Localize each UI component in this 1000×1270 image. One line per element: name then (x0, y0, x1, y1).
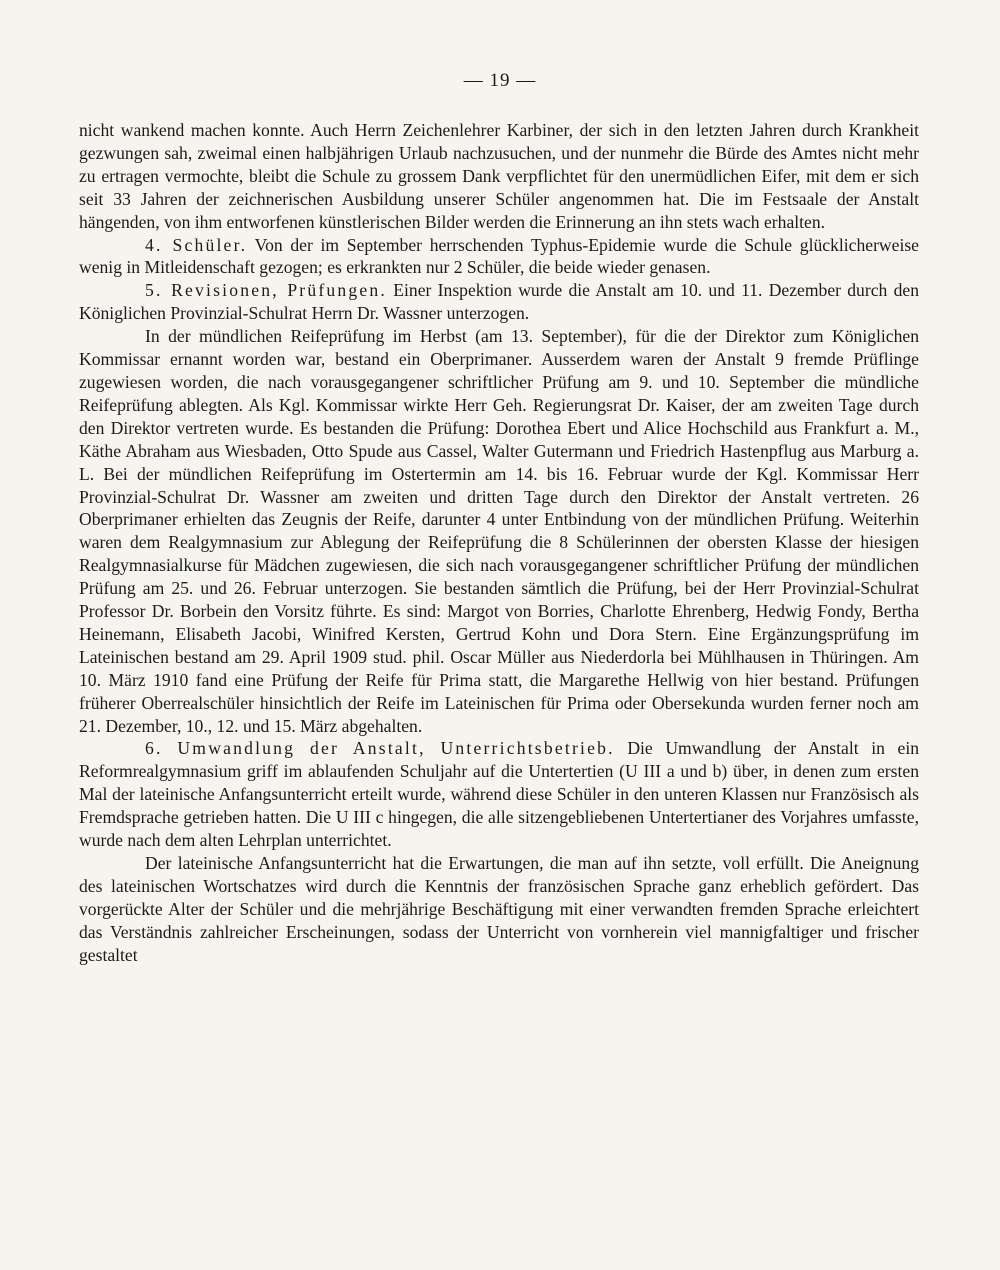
paragraph-pupils (79, 234, 919, 280)
paragraph-revisions (79, 279, 919, 325)
paragraph-text: Einer Inspektion wurde die Anstalt am 10. und 11. Dezember durch den Königlichen Provinzial-Schulrat Herrn Dr. Wassner unterzogen. (79, 280, 920, 324)
section-heading-pupils: 4. Schüler. (145, 234, 248, 255)
paragraph-text: nicht wankend machen konnte. Auch Herrn Zeichenlehrer Karbiner, der sich in den letzten Jahren durch Krankheit gezwungen sah, zweimal einen halbjährigen Urlaub nachzusuchen, und der nunmehr die Bürde des Amtes nicht mehr zu ertragen vermochte, bleibt die Schule zu grossem Dank verpflichtet für den unermüdlichen Eifer, mit dem er sich seit 33 Jahren der zeichnerischen Ausbildung unserer Schüler angenommen hat. Die im Festsaale der Anstalt hängenden, von ihm entworfenen künstlerischen Bilder werden die Erinnerung an ihn stets wach erhalten. (79, 120, 919, 232)
paragraph-teachers (79, 119, 919, 234)
body-text (79, 119, 919, 967)
paragraph-text: Der lateinische Anfangsunterricht hat die Erwartungen, die man auf ihn setzte, voll erfüllt. Die Aneignung des lateinischen Wortschatzes wird durch die Kenntnis der französischen Sprache ganz erheblich gefördert. Das vorgerückte Alter der Schüler und die mehrjährige Beschäftigung mit einer verwandten fremden Sprache erleichtert das Verständnis zahlreicher Erscheinungen, sodass der Unterricht von vornherein viel mannigfaltiger und frischer gestaltet (79, 853, 919, 965)
paragraph-text: Die Umwandlung der Anstalt in ein Reformrealgymnasium griff im ablaufenden Schuljahr auf die Untertertien (U III a und b) über, in denen zum ersten Mal der lateinische Anfangsunterricht erteilt wurde, während diese Schüler in den unteren Klassen nur Französisch als Fremdsprache getrieben hatten. Die U III c hingegen, die alle sitzengebliebenen Untertertianer des Vorjahres umfasste, wurde nach dem alten Lehrplan unterrichtet. (79, 738, 920, 851)
paragraph-text: Von der im September herrschenden Typhus-Epidemie wurde die Schule glücklicherweise wenig in Mitleidenschaft gezogen; es erkrankten nur 2 Schüler, die beide wieder genasen. (79, 234, 919, 278)
page-number: — 19 — (463, 70, 537, 91)
paragraph-exams (79, 325, 919, 737)
paragraph-latin (79, 852, 919, 967)
paragraph-conversion (79, 737, 919, 852)
section-heading-revisions: 5. Revisionen, Prüfungen. (145, 280, 388, 301)
section-heading-conversion: 6. Umwandlung der Anstalt, Unterrichtsbetrieb. (145, 738, 615, 759)
paragraph-text: In der mündlichen Reifeprüfung im Herbst (am 13. September), für die der Direktor zum Königlichen Kommissar ernannt worden war, bestand ein Oberprimaner. Ausserdem waren der Anstalt 9 fremde Prüflinge zugewiesen worden, die nach vorausgegangener schriftlicher Prüfung am 9. und 10. September die mündliche Reifeprüfung ablegten. Als Kgl. Kommissar wirkte Herr Geh. Regierungsrat Dr. Kaiser, der am zweiten Tage durch den Direktor vertreten wurde. Es bestanden die Prüfung: Dorothea Ebert und Alice Hochschild aus Frankfurt a. M., Käthe Abraham aus Wiesbaden, Otto Spude aus Cassel, Walter Gutermann und Friedrich Hastenpflug aus Marburg a. L. Bei der mündlichen Reifeprüfung im Ostertermin am 14. bis 16. Februar wurde der Kgl. Kommissar Herr Provinzial-Schulrat Dr. Wassner am zweiten und dritten Tage durch den Direktor der Anstalt vertreten. 26 Oberprimaner erhielten das Zeugnis der Reife, darunter 4 unter Entbindung von der mündlichen Prüfung. Weiterhin waren dem Realgymnasium zur Ablegung der Reifeprüfung die 8 Schülerinnen der obersten Klasse der hiesigen Realgymnasialkurse für Mädchen zugewiesen, die sich nach vorausgegangener schriftlicher Prüfung der mündlichen Prüfung am 25. und 26. Februar unterzogen. Sie bestanden sämtlich die Prüfung, bei der Herr Provinzial-Schulrat Professor Dr. Borbein den Vorsitz führte. Es sind: Margot von Borries, Charlotte Ehrenberg, Hedwig Fondy, Bertha Heinemann, Elisabeth Jacobi, Winifred Kersten, Gertrud Kohn und Dora Stern. Eine Ergänzungsprüfung im Lateinischen bestand am 29. April 1909 stud. phil. Oscar Müller aus Niederdorla bei Mühlhausen in Thüringen. Am 10. März 1910 fand eine Prüfung der Reife für Prima statt, die Margarethe Hellwig von hier bestand. Prüfungen früherer Oberrealschüler hinsichtlich der Reife im Lateinischen für Prima oder Obersekunda wurden ferner noch am 21. Dezember, 10., 12. und 15. März abgehalten. (79, 326, 919, 736)
